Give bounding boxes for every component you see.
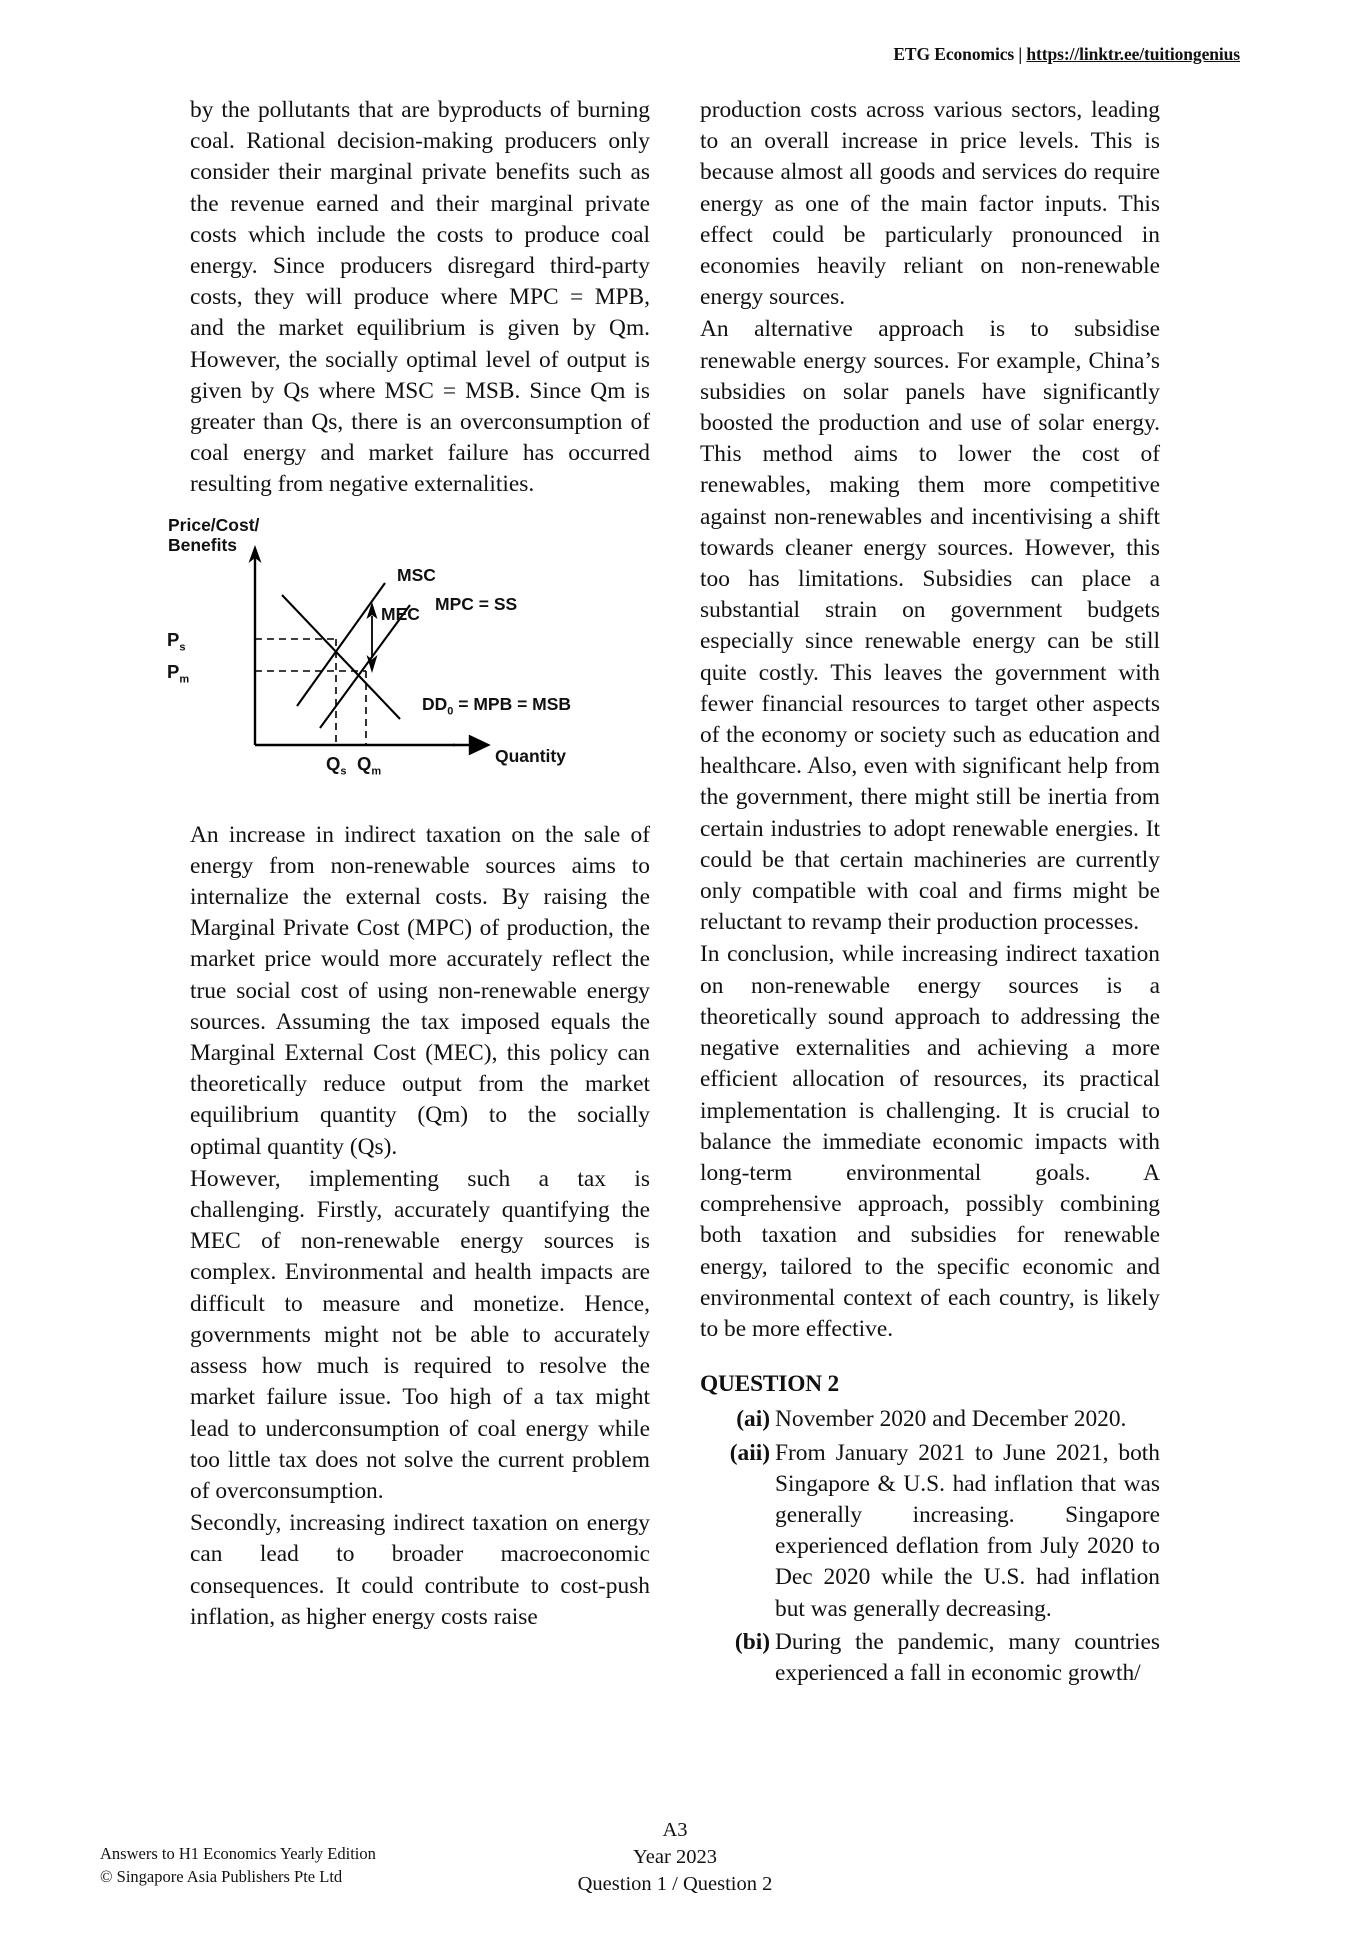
question-item-ai (700, 1404, 1160, 1435)
left-column (167, 95, 650, 1634)
question-item-bi-label: (bi) (734, 1628, 770, 1655)
footer-page-number: A3 (662, 1819, 688, 1841)
y-axis-title-line1: Price/Cost/ (168, 514, 260, 535)
paragraph-left-1: by the pollutants that are byproducts of burning coal. Rational decision-making producers only consider their marginal private benefits such as the revenue earned and their marginal private costs which include the costs to produce coal energy. Since producers disregard third-party costs, they will produce where MPC = MPB, and the market equilibrium is given by Qm. However, the socially optimal level of output is given by Qs where MSC = MSB. Since Qm is greater than Qs, there is an overconsumption of coal energy and market failure has occurred resulting from negative externalities. (190, 97, 650, 498)
footer-question-ref: Question 1 / Question 2 (577, 1873, 773, 1895)
pm-base: P (167, 660, 180, 682)
paragraph-left-4: Secondly, increasing indirect taxation on energy can lead to broader macroeconomic consequences. It could contribute to cost-push inflation, as higher energy costs raise (190, 1510, 650, 1630)
question-item-bi-text: During the pandemic, many countries experienced a fall in economic growth/ (775, 1628, 1160, 1686)
mpc-label: MPC = SS (435, 593, 518, 614)
demand-label-base: DD (422, 693, 448, 714)
footer-center (0, 1817, 1350, 1898)
question-2-heading: QUESTION 2 (700, 1371, 840, 1398)
paragraph-left-3: However, implementing such a tax is challenging. Firstly, accurately quantifying the MEC of non-renewable energy sources is complex. Environmental and health impacts are difficult to measure and monetize. Hence, governments might not be able to accurately assess how much is required to resolve the market failure issue. Too high of a tax might lead to underconsumption of coal energy while too little tax does not solve the current problem of overconsumption. (190, 1165, 650, 1504)
msc-label: MSC (397, 564, 436, 585)
footer-left-line2: © Singapore Asia Publishers Pte Ltd (100, 1867, 343, 1886)
header-separator: | (1014, 44, 1027, 64)
demand-label-rest: = MPB = MSB (453, 693, 572, 714)
price-label-pm (167, 656, 189, 696)
question-item-ai-label: (ai) (736, 1406, 770, 1433)
paragraph-right-1: production costs across various sectors, leading to an overall increase in price levels. This is because almost all goods and services do require energy as one of the main factor inputs. This effect could be particularly pronounced in economies heavily reliant on non-renewable energy sources. (700, 97, 1160, 311)
qs-base: Q (326, 752, 341, 774)
question-item-aii (700, 1438, 1160, 1625)
quantity-label-qm (357, 748, 381, 788)
qm-base: Q (357, 752, 372, 774)
header-brand: ETG Economics (893, 44, 1015, 64)
externality-diagram (167, 514, 650, 798)
x-axis-title: Quantity (495, 745, 566, 766)
question-item-aii-text: From January 2021 to June 2021, both Singapore & U.S. had inflation that was generally increasing. Singapore experienced deflation from July 2020 to Dec 2020 while the U.S. had inflation but was generally decreasing. (775, 1439, 1160, 1622)
page-header (893, 44, 1240, 65)
paragraph-left-2: An increase in indirect taxation on the sale of energy from non-renewable sources aims to internalize the external costs. By raising the Marginal Private Cost (MPC) of production, the market price would more accurately reflect the true social cost of using non-renewable energy sources. Assuming the tax imposed equals the Marginal External Cost (MEC), this policy can theoretically reduce output from the market equilibrium quantity (Qm) to the socially optimal quantity (Qs). (190, 821, 650, 1160)
quantity-label-qs (326, 748, 347, 788)
paragraph-right-3: In conclusion, while increasing indirect taxation on non-renewable energy sources is a theoretically sound approach to addressing the negative externalities and achieving a more efficient allocation of resources, its practical implementation is challenging. It is crucial to balance the immediate economic impacts with long-term environmental goals. A comprehensive approach, possibly combining both taxation and subsidies for renewable energy, tailored to the specific economic and environmental context of each country, is likely to be more effective. (700, 941, 1160, 1342)
question-item-aii-label: (aii) (729, 1439, 770, 1466)
y-axis-title-line2: Benefits (168, 534, 238, 555)
ps-base: P (167, 628, 180, 650)
x-axis-arrow-icon (453, 736, 488, 753)
demand-label-subscript: 0 (447, 705, 454, 718)
mec-label: MEC (381, 603, 420, 624)
footer-year: Year 2023 (633, 1846, 717, 1868)
pm-sub: m (179, 673, 190, 686)
right-column (700, 95, 1160, 1691)
qm-sub: m (371, 765, 382, 778)
question-item-bi (700, 1627, 1160, 1689)
paragraph-right-2: An alternative approach is to subsidise renewable energy sources. For example, China’s subsidies on solar panels have significantly boosted the production and use of solar energy. This method aims to lower the cost of renewables, making them more competitive against non-renewables and incentivising a shift towards cleaner energy sources. However, this too has limitations. Subsidies can place a substantial strain on government budgets especially since renewable energy can be still quite costly. This leaves the government with fewer financial resources to target other aspects of the economy or society such as education and healthcare. Also, even with significant help from the government, there might still be inertia from certain industries to adopt renewable energies. It could be that certain machineries are currently only compatible with coal and firms might be reluctant to revamp their production processes. (700, 316, 1160, 936)
y-axis-title (168, 515, 259, 555)
qs-sub: s (340, 765, 347, 778)
demand-label (422, 689, 571, 728)
ps-sub: s (179, 641, 186, 654)
question-2-list (700, 1404, 1160, 1689)
question-item-ai-text: November 2020 and December 2020. (775, 1406, 1127, 1433)
header-url-link[interactable]: https://linktr.ee/tuitiongenius (1026, 44, 1240, 64)
footer-left-line1: Answers to H1 Economics Yearly Edition (100, 1844, 376, 1863)
